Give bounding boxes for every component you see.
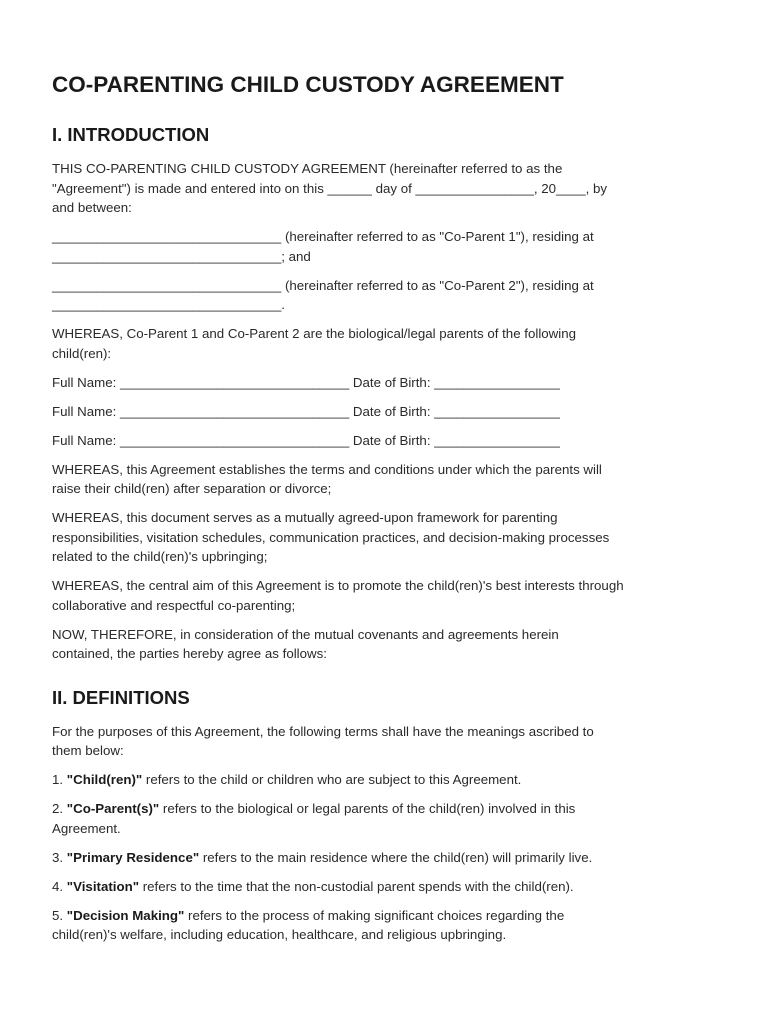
definition-item <box>52 906 730 945</box>
definition-text: refers to the child or children who are subject to this Agreement. <box>142 772 522 787</box>
definition-number: 5. <box>52 907 64 923</box>
text-line: child(ren): <box>52 345 112 361</box>
text-line: _______________________________ (hereinafter referred to as "Co-Parent 2"), residing at <box>52 277 594 293</box>
definition-text: refers to the process of making significant choices regarding the <box>184 907 565 923</box>
text-line: responsibilities, visitation schedules, communication practices, and decision-making processes <box>52 529 610 545</box>
definition-text-continued: Agreement. <box>52 820 121 836</box>
definition-term: "Co-Parent(s)" <box>66 801 160 816</box>
definition-text: refers to the biological or legal parents of the child(ren) involved in this <box>159 801 576 816</box>
definition-item <box>52 799 730 838</box>
text-line: WHEREAS, this document serves as a mutually agreed-upon framework for parenting <box>52 510 558 525</box>
definition-text-continued: child(ren)'s welfare, including education, healthcare, and religious upbringing. <box>52 927 507 942</box>
text-line: and between: <box>52 200 132 215</box>
party-2-paragraph <box>52 276 730 315</box>
text-line: related to the child(ren)'s upbringing; <box>52 549 268 564</box>
definition-text: refers to the main residence where the child(ren) will primarily live. <box>199 849 593 865</box>
now-therefore-paragraph <box>52 625 730 664</box>
text-line: _______________________________; and <box>52 248 311 264</box>
definition-term: "Visitation" <box>66 878 140 894</box>
text-line: NOW, THEREFORE, in consideration of the mutual covenants and agreements herein <box>52 626 559 642</box>
definition-item <box>52 770 730 790</box>
document-title: CO-PARENTING CHILD CUSTODY AGREEMENT <box>52 72 564 97</box>
definition-item <box>52 877 730 897</box>
text-line: WHEREAS, the central aim of this Agreement is to promote the child(ren)'s best interests through <box>52 578 624 593</box>
section-heading-definitions: II. DEFINITIONS <box>52 686 190 708</box>
party-1-paragraph <box>52 227 730 266</box>
whereas-aim-paragraph <box>52 576 730 615</box>
definition-item <box>52 848 730 868</box>
preamble-paragraph <box>52 159 730 218</box>
definition-number: 4. <box>52 878 64 894</box>
text-line: "Agreement") is made and entered into on this ______ day of ________________, 20____, by <box>52 180 608 196</box>
child-entry-line: Full Name: _______________________________ Date of Birth: _________________ <box>52 432 560 448</box>
child-entry-line: Full Name: _______________________________ Date of Birth: _________________ <box>52 403 560 419</box>
definition-term: "Decision Making" <box>66 907 185 923</box>
text-line: them below: <box>52 743 124 758</box>
definitions-lead-paragraph <box>52 722 730 761</box>
child-entry-line: Full Name: _______________________________ Date of Birth: _________________ <box>52 374 560 390</box>
text-line: contained, the parties hereby agree as follows: <box>52 646 327 661</box>
definition-number: 2. <box>52 801 64 816</box>
section-heading-introduction: I. INTRODUCTION <box>52 124 210 145</box>
definition-number: 1. <box>52 772 64 787</box>
whereas-framework-paragraph <box>52 508 730 567</box>
text-line: collaborative and respectful co-parenting; <box>52 597 296 613</box>
definition-number: 3. <box>52 849 64 865</box>
text-line: THIS CO-PARENTING CHILD CUSTODY AGREEMENT (hereinafter referred to as the <box>52 161 563 176</box>
text-line: raise their child(ren) after separation or divorce; <box>52 481 332 496</box>
whereas-parents-paragraph <box>52 324 730 363</box>
definition-text: refers to the time that the non-custodial parent spends with the child(ren). <box>139 878 574 894</box>
definition-term: "Child(ren)" <box>66 772 143 787</box>
definition-term: "Primary Residence" <box>66 849 200 865</box>
text-line: WHEREAS, Co-Parent 1 and Co-Parent 2 are the biological/legal parents of the following <box>52 326 577 341</box>
text-line: WHEREAS, this Agreement establishes the terms and conditions under which the parents will <box>52 461 602 477</box>
text-line: _______________________________. <box>52 297 285 312</box>
text-line: _______________________________ (hereinafter referred to as "Co-Parent 1"), residing at <box>52 229 594 244</box>
whereas-terms-paragraph <box>52 460 730 499</box>
text-line: For the purposes of this Agreement, the following terms shall have the meanings ascribed to <box>52 723 594 739</box>
